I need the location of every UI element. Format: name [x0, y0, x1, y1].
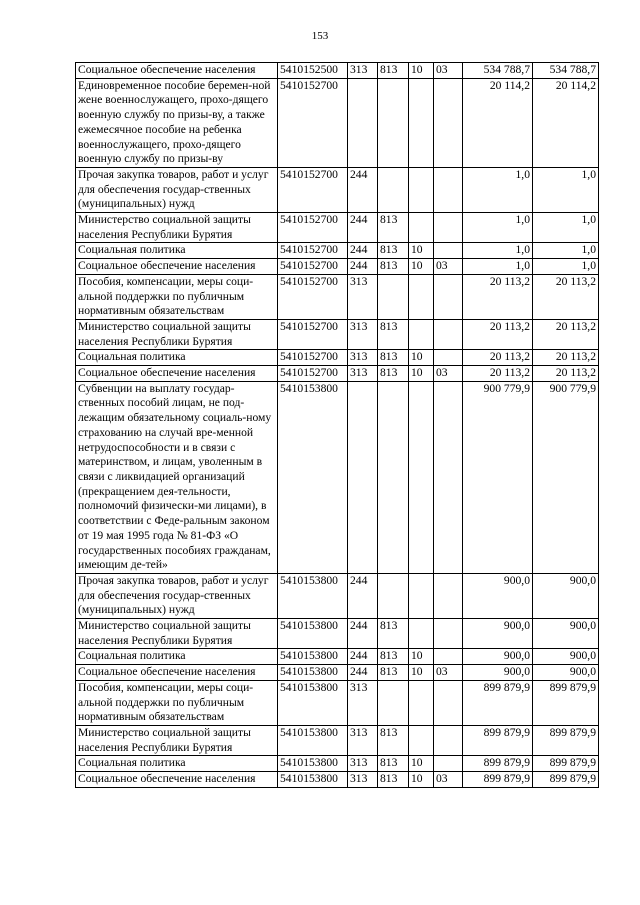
- row-ved-cell: 813: [378, 63, 409, 79]
- row-rz-cell: [409, 680, 434, 725]
- row-ved-cell: [378, 274, 409, 319]
- row-sum2-cell: 20 113,2: [533, 274, 599, 319]
- table-row: [76, 381, 599, 573]
- row-ved-cell: [378, 78, 409, 167]
- row-pr-cell: [434, 725, 463, 755]
- row-vr-cell: 244: [348, 665, 378, 681]
- row-rz-cell: 10: [409, 649, 434, 665]
- row-ved-cell: 813: [378, 243, 409, 259]
- row-ved-cell: 813: [378, 619, 409, 649]
- row-name-cell: Социальное обеспечение населения: [76, 366, 278, 382]
- row-name-cell: Пособия, компенсации, меры соци-альной поддержки по публичным нормативным обязательствам: [76, 274, 278, 319]
- row-code-cell: 5410152700: [278, 243, 348, 259]
- row-vr-cell: 244: [348, 259, 378, 275]
- row-sum1-cell: 899 879,9: [463, 680, 533, 725]
- row-ved-cell: 813: [378, 665, 409, 681]
- row-sum1-cell: 900,0: [463, 573, 533, 618]
- row-pr-cell: 03: [434, 366, 463, 382]
- row-name-cell: Социальное обеспечение населения: [76, 665, 278, 681]
- row-rz-cell: [409, 78, 434, 167]
- row-name-cell: Министерство социальной защиты населения Республики Бурятия: [76, 725, 278, 755]
- row-sum2-cell: 20 113,2: [533, 366, 599, 382]
- row-sum2-cell: 20 114,2: [533, 78, 599, 167]
- row-code-cell: 5410152700: [278, 259, 348, 275]
- row-code-cell: 5410152700: [278, 213, 348, 243]
- row-rz-cell: [409, 319, 434, 349]
- row-pr-cell: 03: [434, 63, 463, 79]
- row-vr-cell: 313: [348, 366, 378, 382]
- row-vr-cell: 313: [348, 274, 378, 319]
- row-rz-cell: 10: [409, 350, 434, 366]
- row-rz-cell: 10: [409, 63, 434, 79]
- row-sum2-cell: 1,0: [533, 243, 599, 259]
- row-vr-cell: 244: [348, 243, 378, 259]
- row-code-cell: 5410153800: [278, 619, 348, 649]
- row-sum1-cell: 899 879,9: [463, 725, 533, 755]
- row-sum1-cell: 20 113,2: [463, 274, 533, 319]
- row-pr-cell: [434, 619, 463, 649]
- row-rz-cell: 10: [409, 756, 434, 772]
- row-name-cell: Социальное обеспечение населения: [76, 63, 278, 79]
- row-vr-cell: [348, 381, 378, 573]
- row-pr-cell: [434, 213, 463, 243]
- row-vr-cell: 313: [348, 756, 378, 772]
- row-rz-cell: [409, 381, 434, 573]
- table-row: [76, 665, 599, 681]
- row-sum2-cell: 899 879,9: [533, 772, 599, 788]
- row-name-cell: Единовременное пособие беремен-ной жене военнослужащего, прохо-дящего военную службу по призы-ву, а также ежемесячное пособие на ребенка военнослужащего, прохо-дящего военную службу по призы-ву: [76, 78, 278, 167]
- row-vr-cell: 313: [348, 680, 378, 725]
- row-ved-cell: 813: [378, 259, 409, 275]
- row-vr-cell: 313: [348, 63, 378, 79]
- row-sum1-cell: 1,0: [463, 243, 533, 259]
- table-row: [76, 259, 599, 275]
- row-code-cell: 5410153800: [278, 680, 348, 725]
- row-name-cell: Социальная политика: [76, 649, 278, 665]
- row-name-cell: Прочая закупка товаров, работ и услуг для обеспечения государ-ственных (муниципальных) нужд: [76, 167, 278, 212]
- row-sum2-cell: 20 113,2: [533, 350, 599, 366]
- table-row: [76, 573, 599, 618]
- row-rz-cell: 10: [409, 665, 434, 681]
- row-pr-cell: 03: [434, 259, 463, 275]
- table-row: [76, 772, 599, 788]
- row-name-cell: Субвенции на выплату государ-ственных пособий лицам, не под-лежащим обязательному социаль-ному страхованию на случай вре-менной нетрудоспособности и в связи с материнством, и лицам, уволенным в связи с ликвидацией организаций (прекращением дея-тельности, полномочий физически-ми лицами), в соответствии с Феде-ральным законом от 19 мая 1995 года № 81-ФЗ «О государственных пособиях гражданам, имеющим де-тей»: [76, 381, 278, 573]
- row-code-cell: 5410152700: [278, 274, 348, 319]
- row-rz-cell: 10: [409, 259, 434, 275]
- row-ved-cell: 813: [378, 725, 409, 755]
- row-sum2-cell: 900,0: [533, 665, 599, 681]
- row-name-cell: Социальная политика: [76, 243, 278, 259]
- row-pr-cell: [434, 756, 463, 772]
- row-vr-cell: 244: [348, 573, 378, 618]
- row-sum1-cell: 900,0: [463, 649, 533, 665]
- row-vr-cell: 244: [348, 213, 378, 243]
- row-ved-cell: [378, 167, 409, 212]
- table-row: [76, 350, 599, 366]
- row-pr-cell: [434, 680, 463, 725]
- table-row: [76, 78, 599, 167]
- row-rz-cell: [409, 274, 434, 319]
- row-code-cell: 5410153800: [278, 665, 348, 681]
- row-sum2-cell: 1,0: [533, 213, 599, 243]
- row-pr-cell: [434, 274, 463, 319]
- row-sum1-cell: 900,0: [463, 619, 533, 649]
- row-code-cell: 5410153800: [278, 756, 348, 772]
- row-pr-cell: [434, 167, 463, 212]
- row-sum1-cell: 1,0: [463, 213, 533, 243]
- row-rz-cell: [409, 167, 434, 212]
- row-sum2-cell: 1,0: [533, 167, 599, 212]
- row-name-cell: Прочая закупка товаров, работ и услуг для обеспечения государ-ственных (муниципальных) нужд: [76, 573, 278, 618]
- table-body: [76, 63, 599, 788]
- table-row: [76, 319, 599, 349]
- row-vr-cell: 313: [348, 350, 378, 366]
- row-code-cell: 5410152700: [278, 366, 348, 382]
- row-vr-cell: 313: [348, 772, 378, 788]
- row-ved-cell: [378, 680, 409, 725]
- row-sum1-cell: 1,0: [463, 259, 533, 275]
- row-pr-cell: 03: [434, 772, 463, 788]
- row-rz-cell: 10: [409, 772, 434, 788]
- table-row: [76, 213, 599, 243]
- row-code-cell: 5410152700: [278, 167, 348, 212]
- row-rz-cell: [409, 213, 434, 243]
- row-sum2-cell: 900 779,9: [533, 381, 599, 573]
- row-rz-cell: [409, 573, 434, 618]
- row-ved-cell: 813: [378, 756, 409, 772]
- row-pr-cell: [434, 649, 463, 665]
- row-ved-cell: 813: [378, 649, 409, 665]
- row-rz-cell: [409, 725, 434, 755]
- row-pr-cell: [434, 350, 463, 366]
- row-pr-cell: [434, 381, 463, 573]
- row-sum1-cell: 899 879,9: [463, 756, 533, 772]
- row-pr-cell: [434, 243, 463, 259]
- row-sum1-cell: 20 114,2: [463, 78, 533, 167]
- row-code-cell: 5410153800: [278, 725, 348, 755]
- row-code-cell: 5410153800: [278, 772, 348, 788]
- row-name-cell: Социальное обеспечение населения: [76, 259, 278, 275]
- row-sum1-cell: 534 788,7: [463, 63, 533, 79]
- row-vr-cell: 313: [348, 319, 378, 349]
- table-row: [76, 274, 599, 319]
- table-row: [76, 167, 599, 212]
- row-vr-cell: 244: [348, 649, 378, 665]
- row-sum1-cell: 900 779,9: [463, 381, 533, 573]
- row-code-cell: 5410153800: [278, 573, 348, 618]
- row-sum2-cell: 899 879,9: [533, 725, 599, 755]
- row-rz-cell: 10: [409, 243, 434, 259]
- row-pr-cell: [434, 319, 463, 349]
- row-pr-cell: 03: [434, 665, 463, 681]
- row-vr-cell: 313: [348, 725, 378, 755]
- row-vr-cell: [348, 78, 378, 167]
- row-ved-cell: 813: [378, 213, 409, 243]
- row-sum2-cell: 20 113,2: [533, 319, 599, 349]
- row-code-cell: 5410152700: [278, 78, 348, 167]
- row-sum2-cell: 534 788,7: [533, 63, 599, 79]
- row-ved-cell: 813: [378, 366, 409, 382]
- row-vr-cell: 244: [348, 167, 378, 212]
- table-row: [76, 619, 599, 649]
- row-pr-cell: [434, 78, 463, 167]
- table-row: [76, 756, 599, 772]
- table-row: [76, 680, 599, 725]
- row-sum1-cell: 899 879,9: [463, 772, 533, 788]
- table-row: [76, 243, 599, 259]
- row-sum2-cell: 899 879,9: [533, 680, 599, 725]
- row-sum1-cell: 20 113,2: [463, 319, 533, 349]
- row-sum1-cell: 20 113,2: [463, 366, 533, 382]
- row-name-cell: Социальная политика: [76, 756, 278, 772]
- row-ved-cell: [378, 381, 409, 573]
- row-ved-cell: [378, 573, 409, 618]
- row-name-cell: Социальная политика: [76, 350, 278, 366]
- budget-table: [75, 62, 599, 788]
- row-sum1-cell: 1,0: [463, 167, 533, 212]
- table-row: [76, 649, 599, 665]
- row-ved-cell: 813: [378, 319, 409, 349]
- row-sum2-cell: 899 879,9: [533, 756, 599, 772]
- row-name-cell: Министерство социальной защиты населения Республики Бурятия: [76, 619, 278, 649]
- row-name-cell: Министерство социальной защиты населения Республики Бурятия: [76, 319, 278, 349]
- row-sum2-cell: 900,0: [533, 573, 599, 618]
- row-code-cell: 5410153800: [278, 649, 348, 665]
- row-name-cell: Министерство социальной защиты населения Республики Бурятия: [76, 213, 278, 243]
- row-code-cell: 5410152700: [278, 350, 348, 366]
- page-number: 153: [311, 30, 329, 42]
- row-sum1-cell: 900,0: [463, 665, 533, 681]
- row-rz-cell: 10: [409, 366, 434, 382]
- row-ved-cell: 813: [378, 772, 409, 788]
- row-sum1-cell: 20 113,2: [463, 350, 533, 366]
- row-vr-cell: 244: [348, 619, 378, 649]
- row-name-cell: Пособия, компенсации, меры соци-альной поддержки по публичным нормативным обязательствам: [76, 680, 278, 725]
- table-row: [76, 725, 599, 755]
- row-pr-cell: [434, 573, 463, 618]
- row-sum2-cell: 900,0: [533, 649, 599, 665]
- row-code-cell: 5410152700: [278, 319, 348, 349]
- row-sum2-cell: 900,0: [533, 619, 599, 649]
- table-row: [76, 366, 599, 382]
- row-name-cell: Социальное обеспечение населения: [76, 772, 278, 788]
- row-code-cell: 5410153800: [278, 381, 348, 573]
- table-row: [76, 63, 599, 79]
- row-rz-cell: [409, 619, 434, 649]
- row-code-cell: 5410152500: [278, 63, 348, 79]
- row-ved-cell: 813: [378, 350, 409, 366]
- row-sum2-cell: 1,0: [533, 259, 599, 275]
